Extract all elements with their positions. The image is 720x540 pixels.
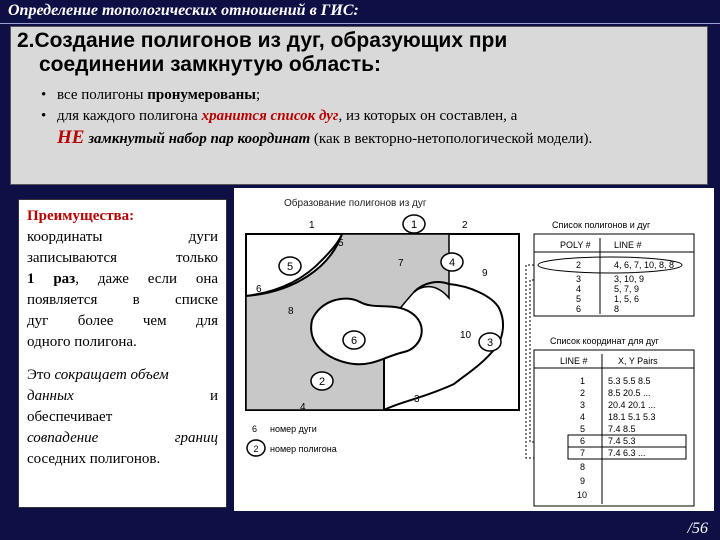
coord-cell: 10: [577, 490, 588, 500]
adv-line: [27, 269, 218, 290]
slide-number: /56: [687, 520, 708, 537]
poly-cell: 6: [576, 304, 582, 314]
arc-label-2: 2: [462, 220, 468, 231]
polygon-label-4: 4: [448, 257, 456, 269]
coord-row: [577, 490, 587, 500]
heading-line-2: соединении замкнутую область:: [39, 53, 382, 76]
poly-table-title: Список полигонов и дуг: [552, 220, 651, 230]
bullet-bold: пронумерованы: [147, 87, 256, 103]
coord-cell: 5.3 5.5 8.5: [608, 376, 651, 386]
bullet-text: для каждого полигона: [57, 108, 202, 124]
coord-cell: 3: [580, 400, 586, 410]
adv-text: и: [209, 388, 218, 404]
poly-cell: 4, 6, 7, 10, 8, 8: [614, 260, 675, 270]
advantages-box: [18, 199, 227, 508]
arc-label-8: 8: [288, 306, 294, 317]
coord-cell: 7: [580, 448, 586, 458]
legend-poly-text: номер полигона: [270, 444, 337, 454]
bullet-arc-list: [41, 106, 703, 150]
bullet-bold: замкнутый набор пар координат: [84, 131, 311, 147]
figure-legend: [247, 424, 337, 456]
polygon-label-3: 3: [486, 337, 494, 349]
polygon-diagram: [234, 188, 714, 511]
coord-cell: 8: [580, 462, 586, 472]
poly-cell: 2: [576, 260, 582, 270]
bullet-text: ;: [255, 87, 261, 103]
bullet-text: , из которых он составлен, а: [338, 108, 518, 124]
bullet-text: все полигоны: [57, 87, 148, 103]
adv-line: координаты дуги: [27, 229, 218, 245]
adv-italic: совпадение границ: [27, 430, 218, 446]
coord-cell: 7.4 5.3: [608, 436, 636, 446]
coord-col-header: X, Y Pairs: [618, 356, 658, 366]
adv-text: Это: [27, 367, 55, 383]
bullet-numbered: [41, 85, 703, 106]
poly-cell: 1, 5, 6: [614, 294, 640, 304]
coord-cell: 8.5 20.5 ...: [608, 388, 651, 398]
coord-row: [580, 462, 585, 472]
adv-line: соседних полигонов.: [27, 451, 161, 467]
adv-line: [27, 386, 218, 407]
adv-line: дуг более чем для: [27, 313, 218, 329]
adv-line: одного полигона.: [27, 334, 137, 350]
poly-cell: 3, 10, 9: [614, 274, 645, 284]
heading-line-1: 2.Создание полигонов из дуг, образующих при: [17, 29, 508, 52]
bullet-list: [41, 85, 703, 150]
poly-cell: 8: [614, 304, 620, 314]
arc-label-6: 6: [256, 284, 262, 295]
arc-label-9: 9: [482, 268, 488, 279]
content-panel: [10, 26, 708, 185]
coord-cell: 20.4 20.1 ...: [608, 400, 656, 410]
poly-table: [534, 220, 694, 316]
arc-label-1: 1: [309, 220, 315, 231]
coord-cell: 18.1 5.1 5.3: [608, 412, 656, 422]
coord-cell: 7.4 8.5: [608, 424, 636, 434]
coord-cell: 4: [580, 412, 586, 422]
poly-cell: 3: [576, 274, 582, 284]
adv-line: появляется в списке: [27, 292, 218, 308]
poly-cell: 4: [576, 284, 582, 294]
bullet-text: (как в векторно-нетопологической модели).: [310, 131, 593, 147]
adv-line: [27, 428, 218, 449]
adv-line: записываются только: [27, 250, 218, 266]
legend-poly-sample: 2: [253, 444, 259, 454]
island-polygon-6: [311, 299, 422, 365]
adv-italic: сокращает объем: [54, 367, 169, 383]
slide-heading: [17, 29, 697, 77]
connector-line: [530, 280, 534, 442]
arc-label-3: 3: [414, 394, 420, 405]
coord-cell: 9: [580, 476, 586, 486]
arc-label-5: 5: [338, 238, 344, 249]
adv-italic: данных: [27, 388, 74, 404]
table-connectors: [526, 265, 534, 458]
coord-cell: 7.4 6.3 ...: [608, 448, 646, 458]
legend-arc-sample: 6: [252, 424, 258, 434]
coord-cell: 2: [580, 388, 586, 398]
poly-cell: 5: [576, 294, 582, 304]
bullet-highlight: хранится список дуг: [201, 108, 339, 124]
poly-col-header: LINE #: [614, 240, 642, 250]
polygon-figure: [234, 188, 714, 511]
legend-arc-text: номер дуги: [270, 424, 317, 434]
adv-text: , даже если она: [75, 271, 218, 287]
coord-cell: 1: [580, 376, 586, 386]
figure-title: Образование полигонов из дуг: [284, 198, 427, 209]
poly-cell: 5, 7, 9: [614, 284, 640, 294]
adv-line: [27, 365, 218, 386]
poly-col-header: POLY #: [560, 240, 591, 250]
coord-row: [580, 476, 585, 486]
arc-label-10: 10: [460, 330, 472, 341]
polygon-label-5: 5: [286, 261, 294, 273]
coord-cell: 5: [580, 424, 586, 434]
arc-label-4: 4: [300, 402, 306, 413]
coord-col-header: LINE #: [560, 356, 588, 366]
slide-header: Определение топологических отношений в ГИС:: [0, 0, 720, 24]
coord-cell: 6: [580, 436, 586, 446]
bullet-ne: НЕ: [57, 127, 85, 148]
coord-table: [534, 336, 694, 506]
coord-table-title: Список координат для дуг: [550, 336, 659, 346]
polygon-label-2: 2: [318, 376, 326, 388]
advantages-title: Преимущества:: [27, 208, 135, 224]
polygon-label-6: 6: [350, 335, 358, 347]
arc-label-7: 7: [398, 258, 404, 269]
adv-bold: 1 раз: [27, 271, 76, 287]
adv-line: обеспечивает: [27, 409, 113, 425]
polygon-label-1: 1: [410, 219, 418, 231]
